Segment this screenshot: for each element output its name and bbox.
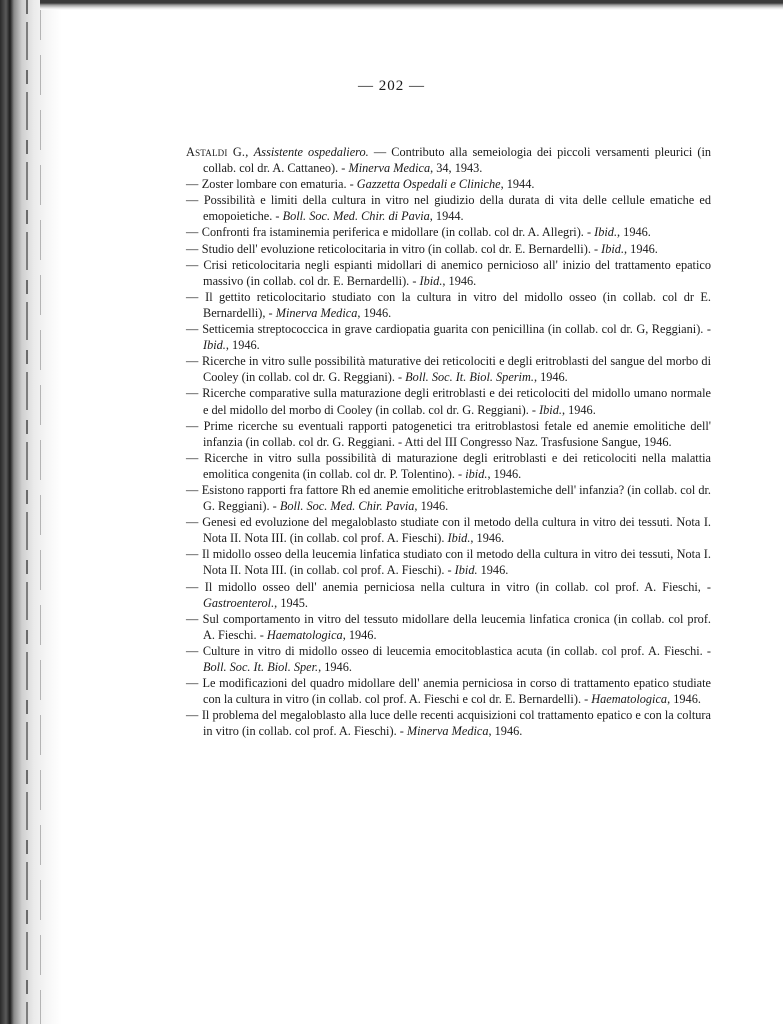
entry-dash: —: [186, 676, 203, 691]
entry-year: , 1946.: [487, 466, 522, 481]
entry-dash: —: [186, 611, 203, 626]
entry-source: Ibid.: [447, 531, 471, 546]
entry-title: Ricerche in vitro sulle possibilità maturative dei reticolociti e degli eritroblasti del sangue del morbo di Cooley (in collab. col dr. G. Reggiani). -: [201, 354, 711, 385]
entry-title: Il midollo osseo dell' anemia perniciosa nella cultura in vitro (in collab. col prof. A. Fieschi, -: [204, 579, 711, 594]
entry-source: Boll. Soc. It. Biol. Sperim.: [405, 370, 534, 385]
author-name: Astaldi G.,: [186, 145, 254, 159]
entry-year: , 1946.: [318, 660, 352, 674]
entry-source: Ibid.: [601, 241, 625, 256]
entry-source: ibid.: [465, 466, 488, 481]
entry-title: Crisi reticolocitaria negli espianti midollari di anemico pernicioso all' inizio del trattamento epatico massivo (in collab. col dr. E. Bernardelli). -: [203, 257, 711, 288]
entry-source: Ibid.: [419, 273, 443, 288]
bibliography-list: [186, 144, 711, 739]
bibliography-entry: [186, 418, 711, 450]
book-binding-edge: [0, 0, 62, 1024]
bibliography-entry: [186, 611, 711, 643]
entry-year: , 1946.: [488, 724, 523, 739]
entry-source: Minerva Medica: [275, 305, 358, 320]
bibliography-entry: [186, 450, 711, 482]
entry-title: Possibilità e limiti della cultura in vitro nel giudizio della durata di vita delle cellule ematiche ed emopoietiche. -: [203, 193, 711, 224]
entry-title: Studio dell' evoluzione reticolocitaria in vitro (in collab. col dr. E. Bernardelli). -: [201, 241, 602, 256]
entry-year: , 34, 1943.: [430, 161, 483, 176]
entry-dash: —: [186, 257, 204, 272]
bibliography-entry: [186, 241, 711, 257]
bibliography-entry: [186, 579, 711, 611]
entry-year: , 1944.: [429, 209, 464, 224]
entry-year: , 1944.: [500, 177, 535, 192]
bibliography-entry: [186, 257, 711, 289]
entry-year: , 1946.: [357, 305, 392, 320]
entry-dash: —: [186, 418, 204, 433]
bibliography-entry: [186, 353, 711, 385]
entry-source: Boll. Soc. It. Biol. Sper.: [203, 660, 319, 674]
entry-source: Haematologica: [266, 627, 343, 642]
entry-dash: —: [186, 241, 202, 256]
entry-title: Culture in vitro di midollo osseo di leucemia emocitoblastica acuta (in collab. col prof. A. Fieschi. -: [202, 643, 711, 658]
bibliography-entry: [186, 144, 711, 176]
entry-dash: —: [186, 225, 202, 240]
entry-dash: —: [186, 177, 202, 192]
bibliography-entry: [186, 224, 711, 240]
entry-year: , 1946.: [667, 692, 701, 707]
entry-dash: —: [186, 515, 203, 530]
entry-source: Ibid.: [454, 563, 478, 578]
entry-title: Esistono rapporti fra fattore Rh ed anemie emolitiche eritroblastemiche dell' infanzia? (in collab. col dr. G. Reggiani). -: [201, 482, 711, 514]
entry-dash: —: [186, 643, 203, 658]
scan-top-edge: [40, 0, 783, 10]
bibliography-entry: [186, 546, 711, 578]
entry-dash: —: [186, 482, 202, 497]
entry-source: Minerva Medica: [406, 724, 489, 739]
entry-dash: —: [186, 579, 205, 594]
entry-year: , 1946.: [533, 370, 568, 385]
entry-title: Il gettito reticolocitario studiato con la cultura in vitro del midollo osseo (in collab. col dr E. Bernardelli), -: [203, 289, 711, 320]
entry-year: , 1945.: [274, 595, 308, 610]
bibliography-entry: [186, 176, 711, 192]
entry-year: , 1946.: [442, 273, 477, 288]
entry-title: Genesi ed evoluzione del megaloblasto studiate con il metodo della cultura in vitro dei tessuti. Nota I. Nota II. Nota III. (in collab. col prof. A. Fieschi).: [202, 515, 711, 546]
entry-dash: —: [186, 386, 203, 401]
entry-dash: —: [186, 289, 206, 304]
entry-source: Ibid.: [594, 225, 618, 240]
entry-source: Gazzetta Ospedali e Cliniche: [356, 177, 501, 192]
entry-title: Il problema del megaloblasto alla luce delle recenti acquisizioni col trattamento epatico e con la coltura in vitro (in collab. col prof. A. Fieschi). -: [201, 708, 711, 739]
bibliography-entry: [186, 482, 711, 514]
entry-year: , 1946.: [342, 627, 377, 642]
entry-source: Haematologica: [591, 692, 668, 707]
bibliography-entry: [186, 675, 711, 707]
entry-source: Minerva Medica: [348, 161, 431, 176]
entry-source: Boll. Soc. Med. Chir. di Pavia: [282, 209, 430, 224]
entry-year: , 1946.: [617, 225, 651, 240]
entry-source: Ibid.: [539, 402, 562, 417]
entry-dash: —: [186, 708, 202, 723]
entry-source: Boll. Soc. Med. Chir. Pavia: [279, 499, 415, 514]
bibliography-entry: [186, 385, 711, 417]
entry-year: , 1946.: [470, 531, 505, 546]
bibliography-entry: [186, 289, 711, 321]
entry-year: , 1946.: [624, 241, 658, 256]
entry-title: Ricerche in vitro sulla possibilità di maturazione degli eritroblasti e dei reticolociti nella malattia emolitica congenita (in collab. col dr. P. Tolentino). -: [203, 450, 711, 481]
author-role: Assistente ospedaliero.: [253, 145, 369, 159]
entry-title: Prime ricerche su eventuali rapporti patogenetici tra eritroblastosi fetale ed anemie emolitiche dell' infanzia (in collab. col dr. G. Reggiani. - Atti del III Congresso Naz. Trasfusione Sangue, 1946.: [203, 418, 711, 449]
entry-title: Il midollo osseo della leucemia linfatica studiato con il metodo della cultura in vitro dei tessuti, Nota I. Nota II. Nota III. (in collab. col prof. A. Fieschi). -: [201, 547, 711, 578]
entry-year: , 1946.: [225, 338, 260, 353]
page-number: — 202 —: [358, 78, 425, 94]
entry-year: , 1946.: [561, 402, 596, 417]
entry-dash: —: [186, 450, 205, 465]
bibliography-entry: [186, 192, 711, 224]
bibliography-entry: [186, 514, 711, 546]
entry-title: Sul comportamento in vitro del tessuto midollare della leucemia linfatica cronica (in collab. col prof. A. Fieschi. -: [202, 611, 711, 642]
entry-dash: —: [186, 354, 202, 369]
entry-title: — Contributo alla semeiologia dei piccoli versamenti pleurici (in collab. col dr. A. Cattaneo). -: [203, 145, 712, 176]
entry-title: Setticemia streptococcica in grave cardiopatia guarita con penicillina (in collab. col dr. G, Reggiani). -: [202, 322, 711, 337]
entry-dash: —: [186, 193, 204, 208]
entry-title: Ricerche comparative sulla maturazione degli eritroblasti e dei reticolociti del midollo umano normale e del midollo del morbo di Cooley (in collab. col dr. G. Reggiani). -: [202, 386, 711, 417]
bibliography-entry: [186, 643, 711, 675]
bibliography-entry: [186, 321, 711, 353]
entry-title: Confronti fra istaminemia periferica e midollare (in collab. col dr. A. Allegri). -: [201, 225, 595, 240]
entry-title: Le modificazioni del quadro midollare dell' anemia perniciosa in corso di trattamento epatico studiate con la cultura in vitro (in collab. col prof. A. Fieschi e col dr. E. Bernardelli). -: [202, 676, 711, 707]
entry-year: 1946.: [477, 563, 509, 578]
entry-source: Gastroenterol.: [203, 595, 275, 610]
entry-year: , 1946.: [414, 499, 449, 514]
entry-source: Ibid.: [203, 338, 226, 353]
entry-title: Zoster lombare con ematuria. -: [201, 177, 357, 192]
bibliography-entry: [186, 707, 711, 739]
entry-dash: —: [186, 322, 203, 337]
entry-dash: —: [186, 547, 202, 562]
